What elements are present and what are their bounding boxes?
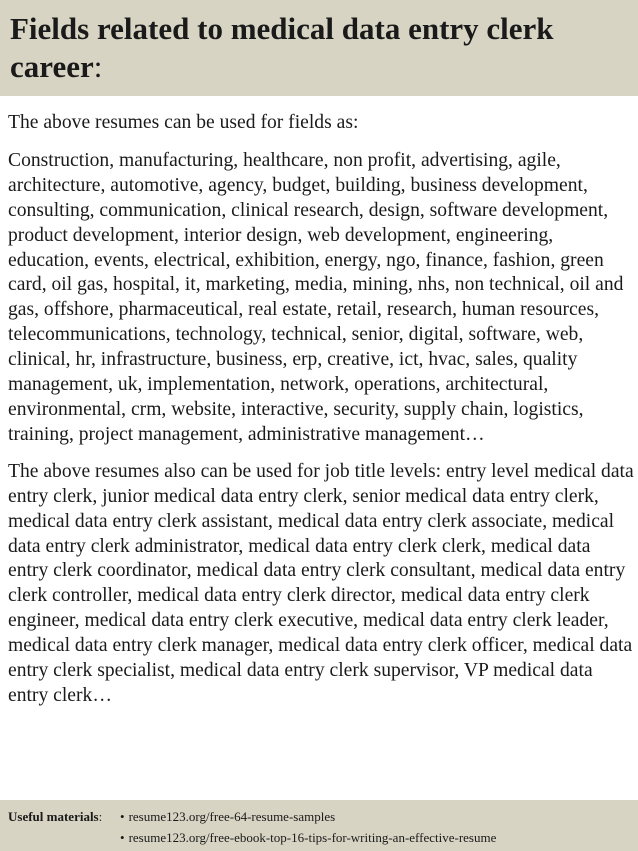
job-title-levels: The above resumes also can be used for job title levels: entry level medical data entry clerk, junior medical data entry clerk, senior medical data entry clerk, medical data entry clerk assistant, medical data entry clerk associate, medical data entry clerk administrator, medical data entry clerk clerk, medical data entry clerk coordinator, medical data entry clerk consultant, medical data entry clerk controller, medical data entry clerk director, medical data entry clerk engineer, medical data entry clerk executive, medical data entry clerk leader, medical data entry clerk manager, medical data entry clerk officer, medical data entry clerk specialist, medical data entry clerk supervisor, VP medical data entry clerk…: [8, 460, 634, 706]
footer-row-2: [8, 827, 630, 848]
page-title: [10, 10, 628, 86]
header-banner: [0, 0, 638, 96]
page-title-text: Fields related to medical data entry clerk career: [10, 11, 554, 84]
main-content: [8, 111, 634, 709]
footer-bar: [0, 800, 638, 851]
footer-label-spacer: [8, 827, 120, 848]
intro-text: The above resumes can be used for fields as:: [8, 112, 359, 133]
useful-materials-label: [8, 806, 120, 827]
footer-row-1: [8, 806, 630, 827]
fields-list: Construction, manufacturing, healthcare, non profit, advertising, agile, architecture, automotive, agency, budget, building, business development, consulting, communication, clinical research, design, software development, product development, interior design, web development, engineering, education, events, electrical, exhibition, energy, ngo, finance, fashion, green card, oil gas, hospital, it, marketing, media, mining, nhs, non technical, oil and gas, offshore, pharmaceutical, real estate, retail, research, human resources, telecommunications, technology, technical, senior, digital, software, web, clinical, hr, infrastructure, business, erp, creative, ict, hvac, sales, quality management, uk, implementation, network, operations, architectural, environmental, crm, website, interactive, security, supply chain, logistics, training, project management, administrative management…: [8, 149, 624, 445]
link-ebook-tips[interactable]: resume123.org/free-ebook-top-16-tips-for-writing-an-effective-resume: [128, 830, 497, 845]
useful-materials-label-text: Useful materials: [8, 809, 99, 824]
useful-materials-label-colon: :: [98, 809, 103, 824]
link-resume-samples[interactable]: resume123.org/free-64-resume-samples: [128, 809, 336, 824]
bullet-icon: •: [120, 809, 125, 824]
page-title-colon: :: [93, 49, 103, 84]
bullet-icon: •: [120, 830, 125, 845]
